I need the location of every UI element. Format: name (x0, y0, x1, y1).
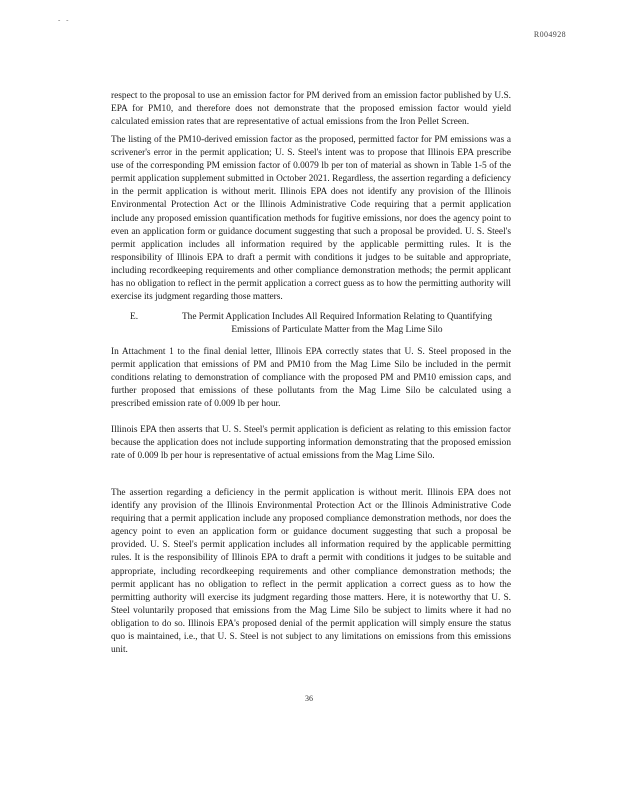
paragraph-4: Illinois EPA then asserts that U. S. Steel's permit application is deficient as relating to this emission factor because the application does not include supporting information demonstrating that the proposed emission rate of 0.009 lb per hour is representative of actual emissions from the Mag Lime Silo. (111, 425, 511, 462)
paragraph-1: respect to the proposal to use an emission factor for PM derived from an emission factor published by U.S. EPA for PM10, and therefore does not demonstrate that the proposed emission factor would yield calculated emission rates that are representative of actual emissions from the Iron Pellet Screen. (111, 91, 511, 128)
document-id: R004928 (533, 30, 566, 39)
paragraph-2: The listing of the PM10-derived emission factor as the proposed, permitted factor for PM emissions was a scrivener's error in the permit application; U. S. Steel's intent was to propose that Illinois EPA prescribe use of the corresponding PM emission factor of 0.0079 lb per ton of material as shown in Table 1-5 of the permit application supplement submitted in October 2021. Regardless, the assertion regarding a deficiency in the permit application is without merit. Illinois EPA does not identify any provision of the Illinois Environmental Protection Act or the Illinois Administrative Code requiring that a permit application include any proposed emission quantification methods for fugitive emissions, nor does the agency point to even an application form or guidance document suggesting that such a proposal be provided. U. S. Steel's permit application includes all information required by the applicable permitting rules. It is the responsibility of Illinois EPA to draft a permit with conditions it judges to be suitable and appropriate, including recordkeeping requirements and other compliance demonstration methods; the permit applicant has no obligation to reflect in the permit application a correct guess as to how the permitting authority will exercise its judgment regarding those matters. (111, 135, 511, 303)
page-number: 36 (305, 694, 313, 703)
section-heading (130, 311, 510, 337)
section-title: The Permit Application Includes All Required Information Relating to Quantifying Emissions of Particulate Matter from the Mag Lime Silo (181, 312, 493, 336)
paragraph-3: In Attachment 1 to the final denial letter, Illinois EPA correctly states that U. S. Steel proposed in the permit application that emissions of PM and PM10 from the Mag Lime Silo be included in the permit conditions relating to demonstration of compliance with the proposed PM and PM10 emission caps, and further proposed that emissions of these pollutants from the Mag Lime Silo be calculated using a prescribed emission rate of 0.009 lb per hour. (111, 347, 511, 410)
corner-mark: - - (58, 16, 71, 24)
section-marker: E. (130, 312, 139, 322)
paragraph-5: The assertion regarding a deficiency in the permit application is without merit. Illinois EPA does not identify any provision of the Illinois Environmental Protection Act or the Illinois Administrative Code requiring that a permit application include any proposed compliance demonstration methods, nor does the agency point to even an application form or guidance document suggesting that such a proposal be provided. U. S. Steel's permit application includes all information required by the applicable permitting rules. It is the responsibility of Illinois EPA to draft a permit with conditions it judges to be suitable and appropriate, including recordkeeping requirements and other compliance demonstration methods; the permit applicant has no obligation to reflect in the permit application a correct guess as to how the permitting authority will exercise its judgment regarding those matters. Here, it is noteworthy that U. S. Steel voluntarily proposed that emissions from the Mag Lime Silo be subject to limits where it had no obligation to do so. Illinois EPA's proposed denial of the permit application will simply ensure the status quo is maintained, i.e., that U. S. Steel is not subject to any limitations on emissions from this emissions unit. (111, 488, 511, 656)
